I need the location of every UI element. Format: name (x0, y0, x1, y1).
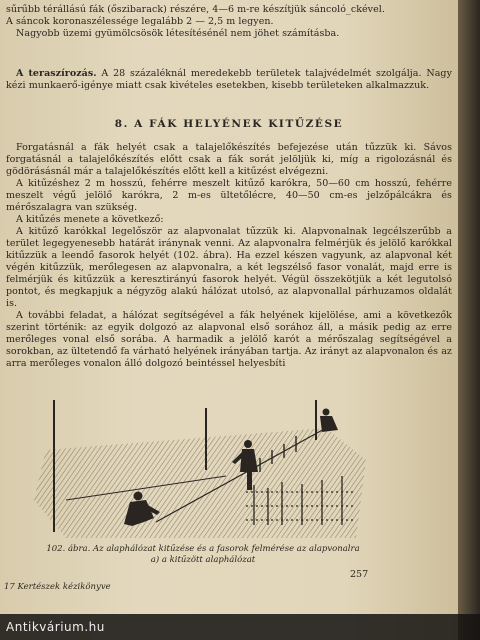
page-edge (458, 0, 480, 640)
terrace-paragraph (6, 68, 452, 92)
paragraph: A kitűző karókkal legelőször az alapvonalat tűzzük ki. Alapvonalnak legcélszerűbb a terület legegyenesebb határát iránynak venni. Az alapvonalra felmérjük és jelölő karókkal kitűzzük a leendő fasorok helyét (102. ábra). Ha ezzel készen vagyunk, az alapvonal két végén kitűzzük, merőlegesen az alapvonalra, a két legszélső fasor vonalát, majd erre is felmérjük és kitűzzük a keresztirányú fasorok helyét. Végül összekötjük a két legutolsó pontot, és megkapjuk a négyzög alakú hálózat utolsó, az alapvonallal párhuzamos oldalát is. (6, 226, 452, 309)
paragraph: A kitűzéshez 2 m hosszú, fehérre meszelt kitűző karókra, 50—60 cm hosszú, fehérre meszelt végű jelölő karókra, 2 m-es ültetőlécre, 40—50 cm-es jelzőpálcákra és mérőszalagra van szükség. (6, 178, 452, 213)
body-text (6, 142, 452, 370)
text-line: Nagyobb üzemi gyümölcsösök létesítésénél nem jöhet számításba. (16, 28, 340, 39)
caption-line: 102. ábra. Az alaphálózat kitűzése és a fasorok felmérése az alapvonalra (46, 544, 360, 554)
paragraph-text: A 28 százaléknál meredekebb területek talajvédelmét szolgálja. Nagy kézi munkaerő-igénye miatt csak kivételes esetekben, kisebb területeken alkalmazzuk. (6, 68, 452, 91)
watermark-banner: Antikvárium.hu (0, 614, 480, 640)
paragraph: A további feladat, a hálózat segítségével a fák helyének kijelölése, ami a következők szerint történik: az egyik dolgozó az alapvonal első sorához áll, a másik pedig az erre merőleges vonal első sorába. A harmadik a jelölő karót a mérőszalag segítségével a sorokban, az ültetendő fa várható helyének irányában tartja. Az irányt az alapvonalon és az arra merőleges vonalon álló dolgozó beintéssel helyesbíti (6, 310, 452, 369)
figure-caption (38, 544, 368, 566)
run-in-heading: A teraszírozás. (16, 68, 97, 79)
top-text-block (6, 4, 452, 40)
worker-crouching-far (320, 409, 338, 433)
page-number: 257 (350, 569, 369, 580)
field-area (34, 428, 366, 538)
text-line: A sáncok koronaszélessége legalább 2 — 2,5 m legyen. (6, 16, 274, 27)
figure-102-illustration (26, 400, 366, 542)
paragraph: Forgatásnál a fák helyét csak a talajelőkészítés befejezése után tűzzük ki. Sávos forgatásnál a talajelőkészítés előtt csak a fák sorát jelöljük ki, míg a rigolozásnál és gödörásásnál már a talajelőkészítés előtt kell a kitűzést elvégezni. (6, 142, 452, 177)
text-line: sűrűbb térállású fák (őszibarack) részére, 4—6 m-re készítjük sáncoló_ckével. (6, 4, 385, 15)
paragraph: A kitűzés menete a következő: (16, 214, 164, 225)
section-heading: 8. A FÁK HELYÉNEK KITŰZÉSE (114, 118, 344, 130)
caption-line: a) a kitűzött alaphálózat (150, 555, 256, 565)
book-signature: 17 Kertészek kézikönyve (4, 582, 111, 592)
